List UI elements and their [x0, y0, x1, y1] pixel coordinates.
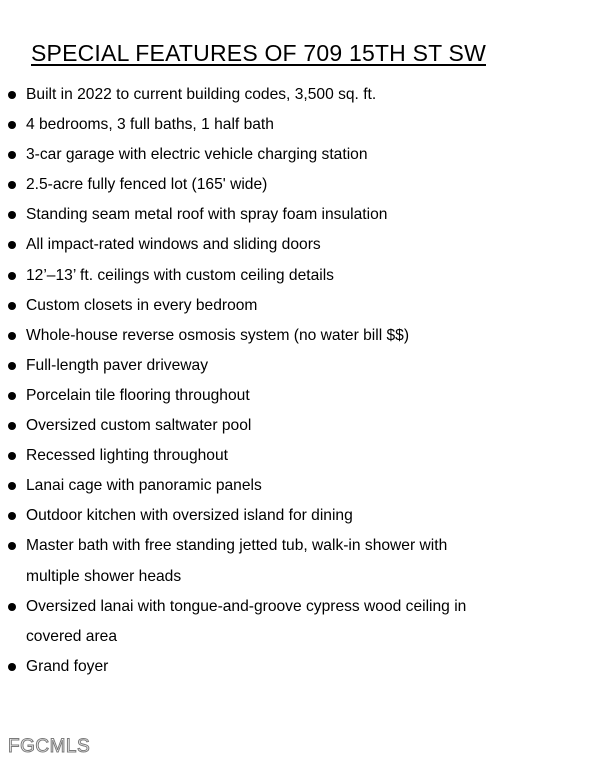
feature-text: Grand foyer	[26, 657, 109, 675]
feature-item	[0, 291, 593, 321]
feature-item	[0, 170, 593, 200]
feature-item	[0, 230, 593, 260]
bullet-icon	[8, 181, 16, 189]
feature-item	[0, 351, 593, 381]
feature-item	[0, 110, 593, 140]
bullet-icon	[8, 121, 16, 129]
feature-item	[0, 200, 593, 230]
feature-item	[0, 140, 593, 170]
feature-text: multiple shower heads	[26, 567, 182, 585]
bullet-icon	[8, 332, 16, 340]
feature-item	[0, 471, 593, 501]
feature-item	[0, 592, 593, 652]
feature-text: Oversized custom saltwater pool	[26, 417, 252, 435]
feature-text: 2.5-acre fully fenced lot (165' wide)	[26, 176, 268, 194]
page-title: SPECIAL FEATURES OF 709 15TH ST SW	[31, 40, 486, 66]
feature-item	[0, 80, 593, 110]
bullet-icon	[8, 151, 16, 159]
feature-text: Outdoor kitchen with oversized island for dining	[26, 507, 353, 525]
bullet-icon	[8, 542, 16, 550]
feature-item	[0, 501, 593, 531]
bullet-icon	[8, 91, 16, 99]
bullet-icon	[8, 663, 16, 671]
feature-text: covered area	[26, 627, 118, 645]
feature-item	[0, 531, 593, 591]
feature-text: Whole-house reverse osmosis system (no water bill $$)	[26, 326, 410, 344]
bullet-icon	[8, 362, 16, 370]
bullet-icon	[8, 211, 16, 219]
feature-list	[0, 80, 593, 682]
bullet-icon	[8, 482, 16, 490]
feature-text: Oversized lanai with tongue-and-groove cypress wood ceiling in	[26, 597, 467, 615]
feature-text: Porcelain tile flooring throughout	[26, 386, 250, 404]
bullet-icon	[8, 241, 16, 249]
feature-text: Lanai cage with panoramic panels	[26, 477, 262, 495]
feature-item	[0, 261, 593, 291]
feature-item	[0, 321, 593, 351]
bullet-icon	[8, 452, 16, 460]
bullet-icon	[8, 272, 16, 280]
feature-text: 4 bedrooms, 3 full baths, 1 half bath	[26, 116, 274, 134]
feature-text: 3-car garage with electric vehicle charging station	[26, 146, 368, 164]
feature-text: All impact-rated windows and sliding doors	[26, 236, 321, 254]
feature-item	[0, 411, 593, 441]
bullet-icon	[8, 302, 16, 310]
feature-text: Standing seam metal roof with spray foam insulation	[26, 206, 388, 224]
bullet-icon	[8, 392, 16, 400]
feature-text: 12’–13’ ft. ceilings with custom ceiling details	[26, 266, 334, 284]
mls-watermark: FGCMLS	[8, 736, 91, 757]
feature-text: Master bath with free standing jetted tub, walk-in shower with	[26, 537, 448, 555]
feature-text: Built in 2022 to current building codes, 3,500 sq. ft.	[26, 86, 377, 103]
feature-text: Recessed lighting throughout	[26, 447, 228, 465]
feature-text: Custom closets in every bedroom	[26, 296, 258, 314]
feature-item	[0, 381, 593, 411]
bullet-icon	[8, 603, 16, 611]
bullet-icon	[8, 422, 16, 430]
feature-item	[0, 441, 593, 471]
feature-item	[0, 652, 593, 682]
bullet-icon	[8, 512, 16, 520]
feature-text: Full-length paver driveway	[26, 356, 209, 374]
